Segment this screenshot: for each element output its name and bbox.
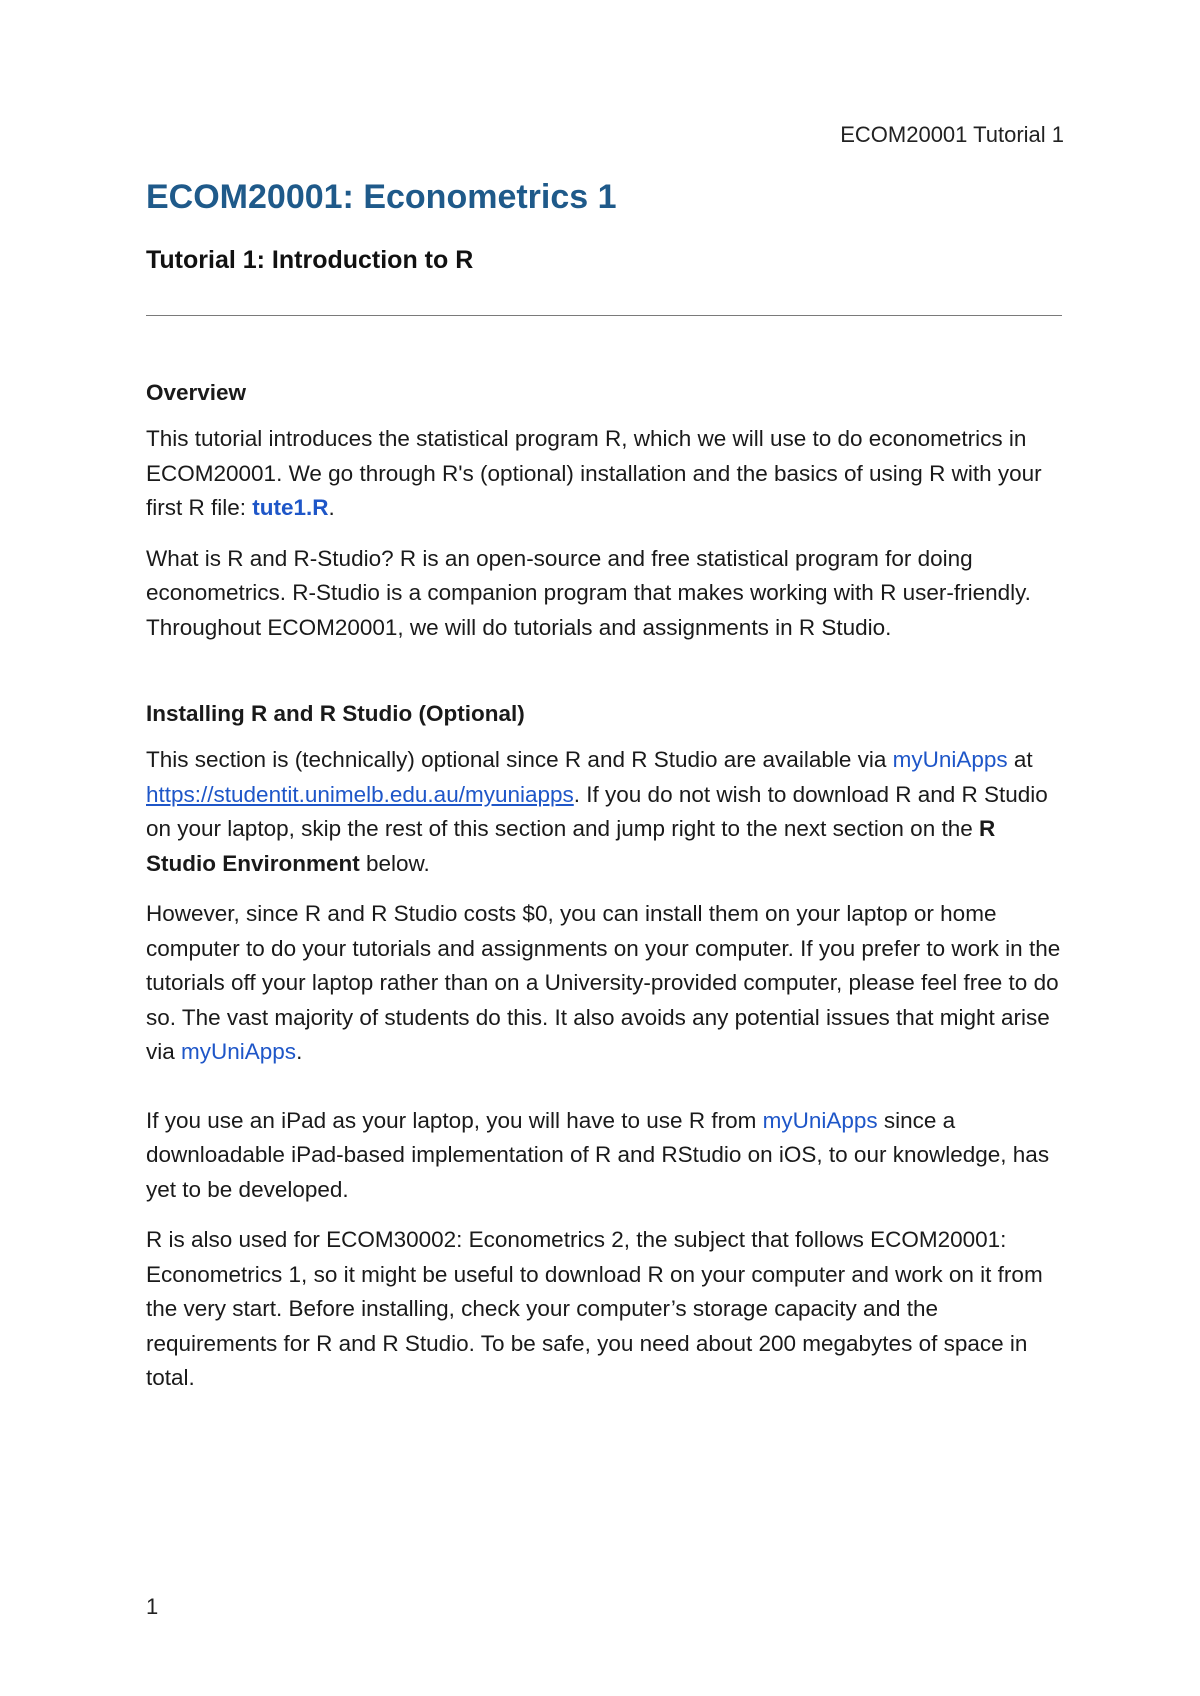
overview-paragraph-1-text: This tutorial introduces the statistical program R, which we will use to do econometrics in ECOM20001. We go through R's (optional) installation and the basics of using R with your first R file: [146,426,1042,520]
myuniapps-link[interactable]: myUniApps [762,1107,878,1133]
installing-paragraph-1 [146,743,1066,881]
overview-paragraph-1 [146,422,1066,526]
installing-p1-a: This section is (technically) optional since R and R Studio are available via [146,747,893,772]
running-header: ECOM20001 Tutorial 1 [840,122,1064,147]
page-subtitle: Tutorial 1: Introduction to R [146,246,474,274]
r-studio-environment-bold: R Studio Environment [146,816,996,876]
installing-heading: Installing R and R Studio (Optional) [146,701,525,726]
page-title: ECOM20001: Econometrics 1 [146,178,617,216]
overview-paragraph-1-end: . [328,495,335,520]
myuniapps-link[interactable]: myUniApps [181,1039,297,1064]
installing-p1-c: . If you do not wish to download R and R Studio on your laptop, skip the rest of this section and jump right to the next section on the [146,781,1048,841]
installing-p3-b: since a downloadable iPad-based implementation of R and RStudio on iOS, to our knowledge, has yet to be developed. [146,1107,1050,1202]
installing-paragraph-3 [146,1104,1066,1208]
title-divider [146,315,1062,316]
installing-paragraph-4: R is also used for ECOM30002: Econometrics 2, the subject that follows ECOM20001: Econometrics 1, so it might be useful to download R on your computer and work on it from the very start. Before installing, check your computer’s storage capacity and the requirements for R and R Studio. To be safe, you need about 200 megabytes of space in total. [146,1227,1043,1390]
overview-paragraph-2: What is R and R-Studio? R is an open-source and free statistical program for doing econometrics. R-Studio is a companion program that makes working with R user-friendly. Throughout ECOM20001, we will do tutorials and assignments in R Studio. [146,545,1031,640]
installing-paragraph-2 [146,897,1066,1070]
document-body [146,378,1066,1412]
myuniapps-url-link[interactable]: https://studentit.unimelb.edu.au/myuniapps [146,781,574,807]
installing-p2-a: However, since R and R Studio costs $0, you can install them on your laptop or home computer to do your tutorials and assignments on your computer. If you prefer to work in the tutorials off your laptop rather than on a University-provided computer, please feel free to do so. The vast majority of students do this. It also avoids any potential issues that might arise via [146,901,1061,1064]
myuniapps-link[interactable]: myUniApps [892,747,1008,772]
overview-heading: Overview [146,380,247,405]
installing-p1-d: below. [359,850,430,876]
installing-p1-b: at [1007,747,1033,772]
installing-p3-a: If you use an iPad as your laptop, you will have to use R from [146,1107,763,1133]
page-number: 1 [146,1594,159,1619]
r-file-name: tute1.R [252,495,329,520]
installing-p2-b: . [296,1039,303,1064]
